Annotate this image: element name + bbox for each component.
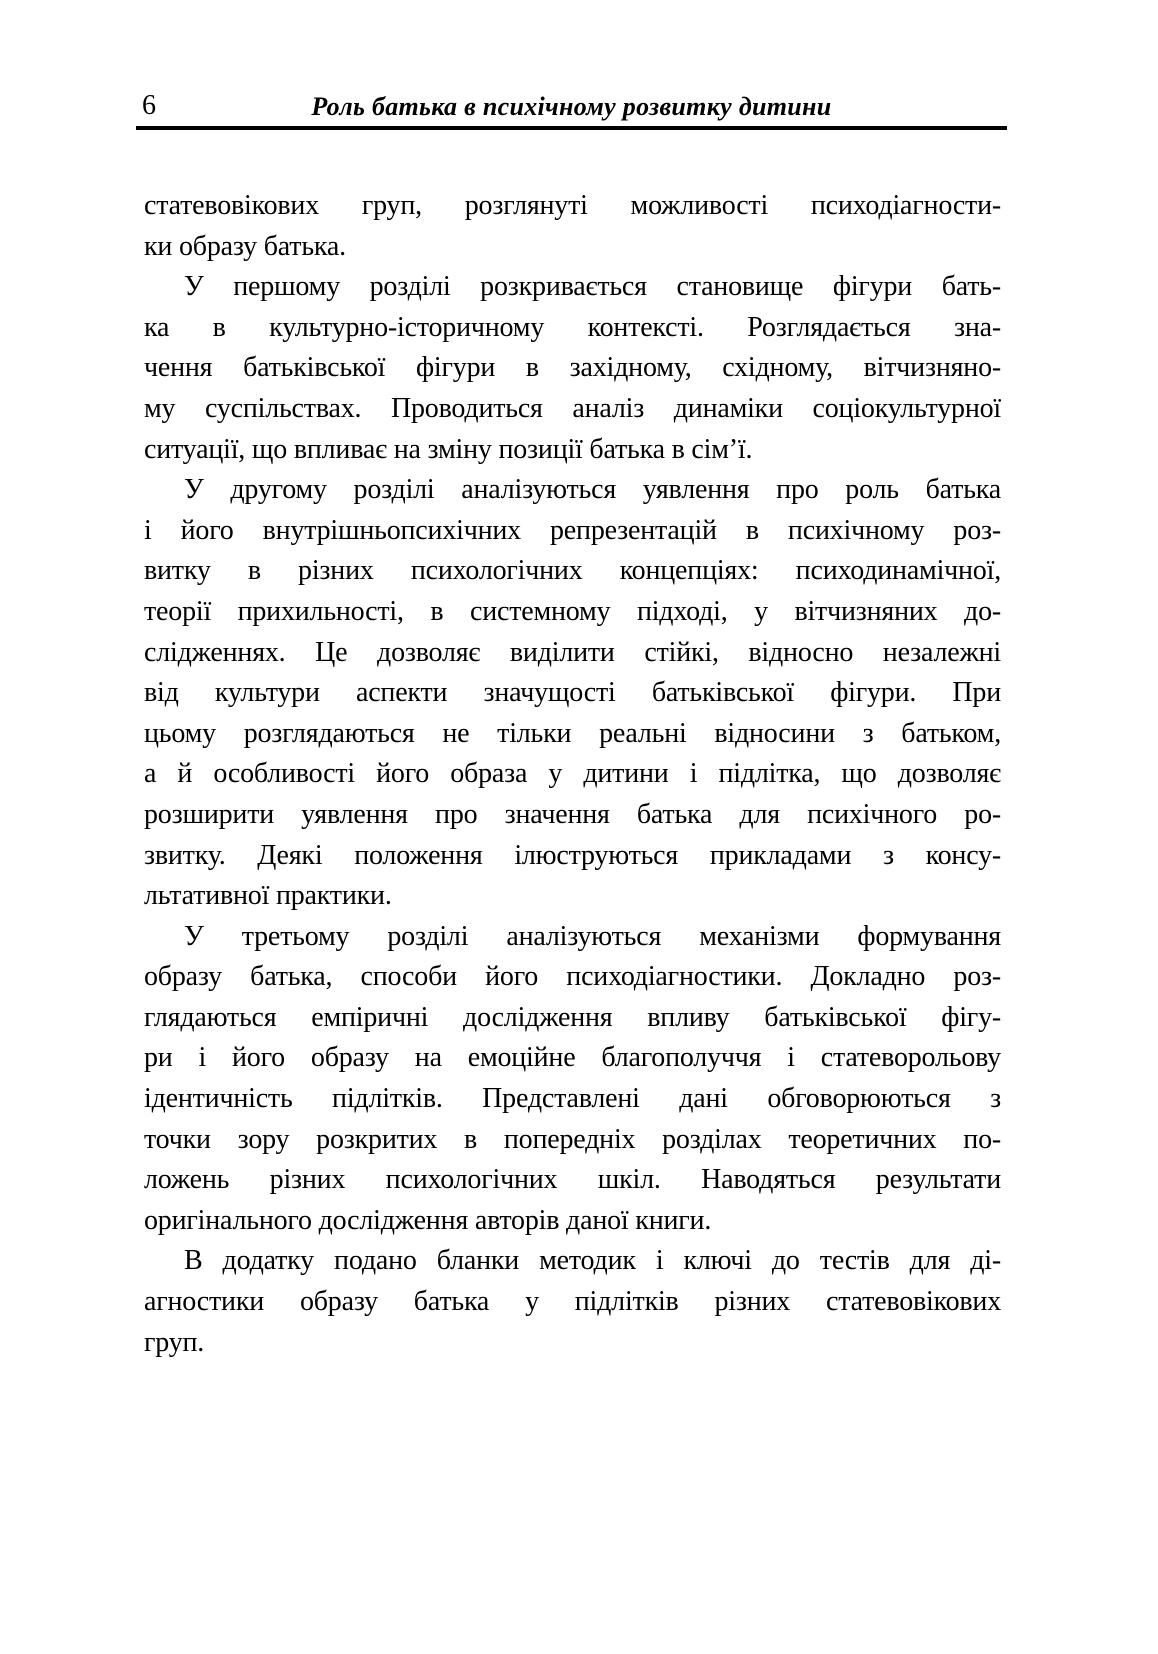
text-line: му суспільствах. Проводиться аналіз динаміки соціокультурної	[144, 392, 1001, 424]
text-line: і його внутрішньопсихічних репрезентацій в психічному роз-	[144, 514, 1001, 546]
text-line: розширити уявлення про значення батька для психічного ро-	[144, 798, 1001, 830]
text-line: льтативної практики.	[144, 880, 392, 912]
text-line: агностики образу батька у підлітків різних статевовікових	[144, 1286, 1001, 1318]
text-line: ка в культурно-історичному контексті. Розглядається зна-	[144, 311, 1001, 343]
text-line: У першому розділі розкривається становище фігури бать-	[184, 271, 1001, 303]
text-line: звитку. Деякі положення ілюструються прикладами з консу-	[144, 839, 1001, 871]
text-line: ситуації, що впливає на зміну позиції батька в сім’ї.	[144, 433, 753, 465]
header-rule	[136, 126, 1007, 130]
text-line: ідентичність підлітків. Представлені дані обговорюються з	[144, 1083, 1001, 1115]
paragraph	[144, 186, 1001, 267]
text-line: У другому розділі аналізуються уявлення про роль батька	[184, 474, 1001, 506]
text-line: слідженнях. Це дозволяє виділити стійкі, відносно незалежні	[144, 636, 1001, 668]
text-line: образу батька, способи його психодіагностики. Докладно роз-	[144, 961, 1001, 993]
paragraph	[144, 1241, 1001, 1363]
text-line: теорії прихильності, в системному підході, у вітчизняних до-	[144, 595, 1001, 627]
text-line: а й особливості його образа у дитини і підлітка, що дозволяє	[144, 758, 1001, 790]
text-line: груп.	[144, 1326, 205, 1358]
paragraph	[144, 267, 1001, 470]
text-line: від культури аспекти значущості батьківської фігури. При	[144, 677, 1001, 709]
body-text	[144, 186, 1001, 1363]
text-line: В додатку подано бланки методик і ключі до тестів для ді-	[184, 1245, 1001, 1277]
text-line: ри і його образу на емоційне благополуччя і статеворольову	[144, 1042, 1001, 1074]
text-line: чення батьківської фігури в західному, східному, вітчизняно-	[144, 352, 1001, 384]
running-header: Роль батька в психічному розвитку дитини	[311, 92, 832, 121]
text-line: точки зору розкритих в попередніх розділах теоретичних по-	[144, 1123, 1001, 1155]
text-line: глядаються емпіричні дослідження впливу батьківської фігу-	[144, 1001, 1001, 1033]
text-line: оригінального дослідження авторів даної книги.	[144, 1204, 712, 1236]
paragraph	[144, 917, 1001, 1242]
text-line: ложень різних психологічних шкіл. Наводяться результати	[144, 1164, 1001, 1196]
text-line: витку в різних психологічних концепціях: психодинамічної,	[144, 555, 1001, 587]
text-line: цьому розглядаються не тільки реальні відносини з батьком,	[144, 717, 1001, 749]
page-number: 6	[142, 90, 156, 121]
text-line: ки образу батька.	[144, 230, 346, 262]
text-line: статевовікових груп, розглянуті можливості психодіагности-	[144, 190, 1001, 221]
text-line: У третьому розділі аналізуються механізми формування	[184, 920, 1001, 952]
paragraph	[144, 470, 1001, 917]
